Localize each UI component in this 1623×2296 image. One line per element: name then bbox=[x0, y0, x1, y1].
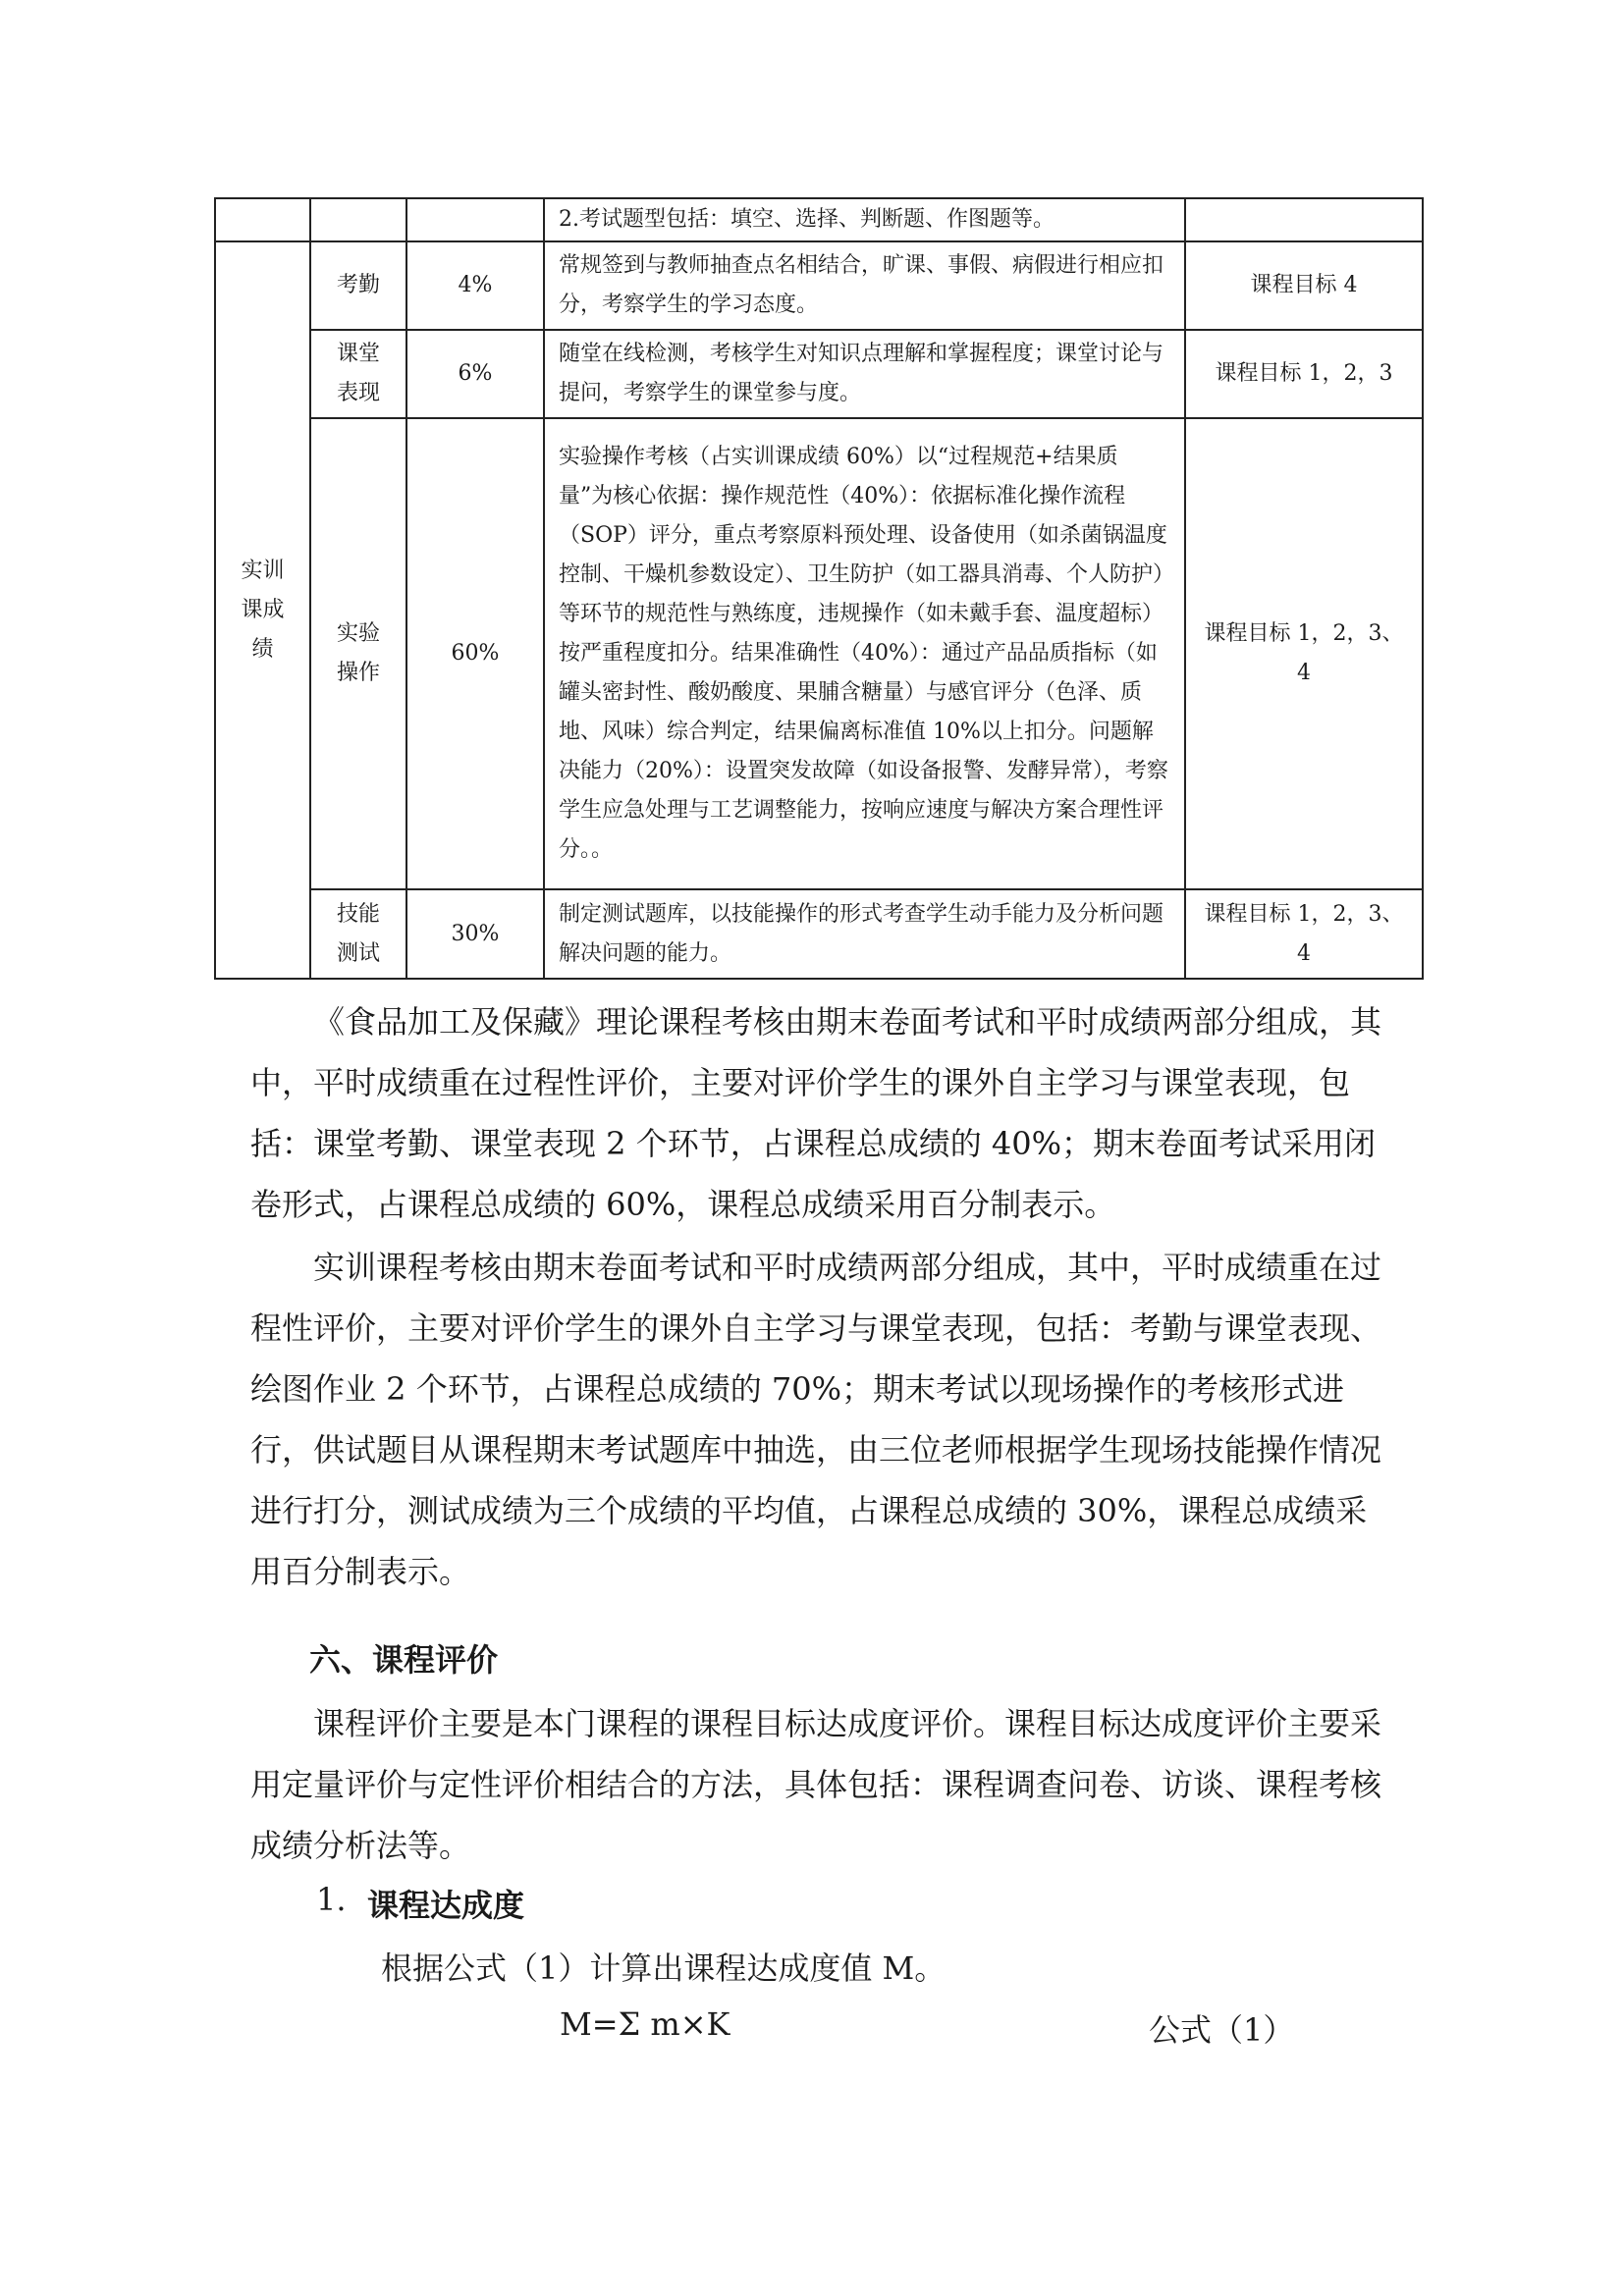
group-label-line: 实训 bbox=[241, 558, 285, 583]
content-cell: 实验操作考核（占实训课成绩 60%）以“过程规范+结果质量”为核心依据：操作规范性（40%）：依据标准化操作流程（SOP）评分，重点考察原料预处理、设备使用（如杀菌锅温度控制、干燥机参数设定）、卫生防护（如工器具消毒、个人防护）等环节的规范性与熟练度，违规操作（如未戴手套、温度超标）按严重程度扣分。结果准确性（40%）：通过产品品质指标（如罐头密封性、酸奶酸度、果脯含糖量）与感官评分（色泽、质地、风味）综合判定，结果偏离标准值 10%以上扣分。问题解决能力（20%）：设置突发故障（如设备报警、发酵异常），考察学生应急处理与工艺调整能力，按响应速度与解决方案合理性评分。。 bbox=[544, 418, 1185, 889]
content-cell: 制定测试题库，以技能操作的形式考查学生动手能力及分析问题解决问题的能力。 bbox=[544, 889, 1185, 979]
paragraph-theory-assessment: 《食品加工及保藏》理论课程考核由期末卷面考试和平时成绩两部分组成，其中，平时成绩重在过程性评价，主要对评价学生的课外自主学习与课堂表现，包括：课堂考勤、课堂表现 2 个环节，占课程总成绩的 40%；期末卷面考试采用闭卷形式，占课程总成绩的 60%，课程总成绩采用百分制表示。 bbox=[250, 1003, 1382, 1223]
table-cell-content: 2.考试题型包括：填空、选择、判断题、作图题等。 bbox=[544, 198, 1185, 241]
weight-cell: 6% bbox=[406, 330, 544, 418]
table-row bbox=[215, 889, 1423, 979]
formula-label: 公式（1） bbox=[1149, 2011, 1295, 2049]
weight-cell: 60% bbox=[406, 418, 544, 889]
target-label: 课程目标 1，2，3 bbox=[1215, 361, 1393, 386]
target-label: 课程目标 1，2，3、 bbox=[1204, 901, 1404, 927]
target-label: 4 bbox=[1297, 661, 1311, 685]
target-cell bbox=[1185, 889, 1423, 979]
target-label: 课程目标 1，2，3、 bbox=[1204, 621, 1404, 646]
table-row bbox=[215, 241, 1423, 330]
paragraph-practical-assessment: 实训课程考核由期末卷面考试和平时成绩两部分组成，其中，平时成绩重在过程性评价，主要对评价学生的课外自主学习与课堂表现，包括：考勤与课堂表现、绘图作业 2 个环节，占课程总成绩的 70%；期末考试以现场操作的考核形式进行，供试题目从课程期末考试题库中抽选，由三位老师根据学生现场技能操作情况进行打分，测试成绩为三个成绩的平均值，占课程总成绩的 30%，课程总成绩采用百分制表示。 bbox=[250, 1249, 1382, 1590]
formula: M=Σ m×K bbox=[560, 2005, 730, 2043]
table-cell bbox=[310, 198, 406, 241]
item-label: 课堂 bbox=[336, 342, 380, 366]
weight-cell: 30% bbox=[406, 889, 544, 979]
item-label: 操作 bbox=[336, 661, 380, 685]
target-label: 课程目标 4 bbox=[1250, 273, 1358, 297]
section-heading-course-evaluation: 六、课程评价 bbox=[309, 1641, 499, 1679]
item-label: 测试 bbox=[336, 940, 380, 966]
table-cell bbox=[406, 198, 544, 241]
table-cell bbox=[1185, 198, 1423, 241]
assessment-table bbox=[214, 197, 1424, 980]
paragraph-course-evaluation: 课程评价主要是本门课程的课程目标达成度评价。课程目标达成度评价主要采用定量评价与定性评价相结合的方法，具体包括：课程调查问卷、访谈、课程考核成绩分析法等。 bbox=[250, 1705, 1382, 1864]
paragraph-formula-intro: 根据公式（1）计算出课程达成度值 M。 bbox=[381, 1949, 947, 1987]
target-cell bbox=[1185, 418, 1423, 889]
table-row bbox=[215, 198, 1423, 241]
item-cell bbox=[310, 330, 406, 418]
group-label-line: 课成 bbox=[241, 597, 285, 622]
item-label: 考勤 bbox=[336, 273, 380, 297]
content-cell: 随堂在线检测，考核学生对知识点理解和掌握程度；课堂讨论与提问，考察学生的课堂参与度。 bbox=[544, 330, 1185, 418]
weight-cell: 4% bbox=[406, 241, 544, 330]
table-cell bbox=[215, 198, 310, 241]
item-cell bbox=[310, 889, 406, 979]
target-cell bbox=[1185, 330, 1423, 418]
table-row bbox=[215, 418, 1423, 889]
target-cell bbox=[1185, 241, 1423, 330]
group-label-cell bbox=[215, 241, 310, 979]
content-cell: 常规签到与教师抽查点名相结合，旷课、事假、病假进行相应扣分，考察学生的学习态度。 bbox=[544, 241, 1185, 330]
group-label-line: 绩 bbox=[251, 636, 274, 662]
item-cell bbox=[310, 418, 406, 889]
item-cell bbox=[310, 241, 406, 330]
subheading-course-attainment: 课程达成度 bbox=[367, 1887, 525, 1924]
item-label: 表现 bbox=[336, 381, 380, 405]
target-label: 4 bbox=[1297, 940, 1311, 966]
item-label: 技能 bbox=[336, 901, 380, 927]
subheading-number: 1. bbox=[316, 1881, 347, 1918]
table-row bbox=[215, 330, 1423, 418]
item-label: 实验 bbox=[336, 621, 380, 646]
